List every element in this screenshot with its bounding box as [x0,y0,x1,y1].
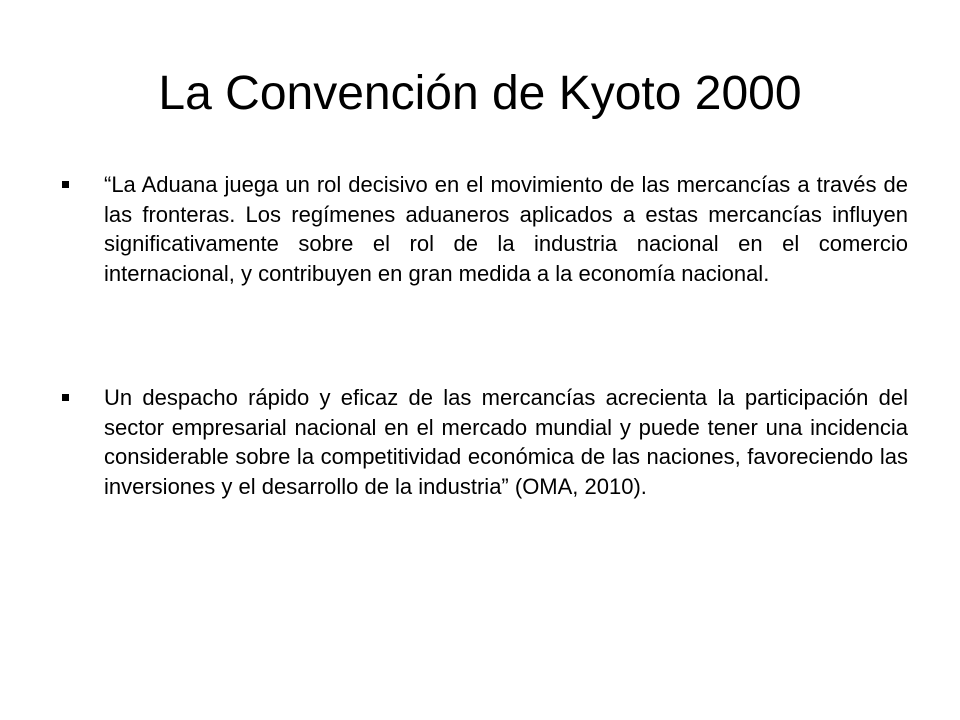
bullet-list [62,170,908,501]
square-bullet-icon [62,394,69,401]
square-bullet-icon [62,181,69,188]
slide-title: La Convención de Kyoto 2000 [158,67,802,120]
bullet-text-1: “La Aduana juega un rol decisivo en el movimiento de las mercancías a través de las fronteras. Los regímenes aduaneros aplicados a estas mercancías influyen significativamente sobre el rol de la industria nacional en el comercio internacional, y contribuyen en gran medida a la economía nacional. [104,172,908,286]
bullet-item-2 [62,383,908,501]
bullet-item-1 [62,170,908,288]
bullet-text-2: Un despacho rápido y eficaz de las mercancías acrecienta la participación del sector empresarial nacional en el mercado mundial y puede tener una incidencia considerable sobre la competitividad económica de las naciones, favoreciendo las inversiones y el desarrollo de la industria” (OMA, 2010). [104,385,908,499]
